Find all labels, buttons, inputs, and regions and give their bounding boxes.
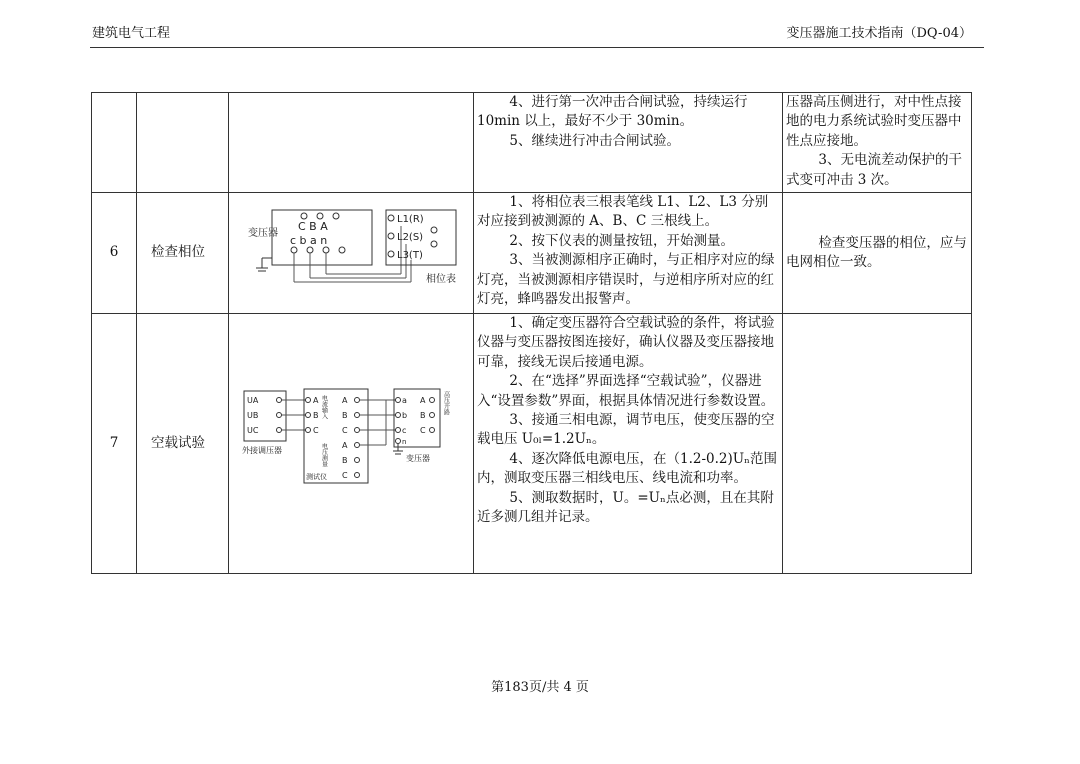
tx-low-b: b	[402, 411, 408, 421]
tester-out-c: C	[342, 426, 348, 436]
row-number-cell	[92, 93, 137, 193]
meter-l2-label: L2(S)	[397, 231, 424, 243]
tester-out-b: B	[342, 411, 348, 421]
steps-cell	[474, 193, 783, 314]
tx-low-a: a	[402, 396, 407, 406]
hv-terminal-labels: C B A	[298, 219, 328, 233]
header-rule	[90, 47, 984, 48]
tx-low-n: n	[402, 438, 407, 447]
meter-l3-label: L3(T)	[397, 249, 423, 261]
tester-out-a2: A	[342, 441, 348, 451]
step-text: 1、确定变压器符合空载试验的条件，将试验仪器与变压器按图连接好，确认仪器及变压器接地可靠，接线无误后接通电源。	[477, 315, 775, 370]
note-text: 压器高压侧进行，对中性点接地的电力系统试验时变压器中性点应接地。	[786, 94, 962, 149]
step-text: 3、当被测源相序正确时，与正相序对应的绿灯亮，当被测源相序错误时，与逆相序所对应的红灯亮，蜂鸣器发出报警声。	[477, 252, 775, 308]
procedure-table	[91, 92, 972, 574]
note-text: 检查变压器的相位，应与电网相位一致。	[786, 234, 967, 270]
table-row	[92, 314, 972, 574]
tester-out-c2: C	[342, 471, 348, 481]
step-text: 2、按下仪表的测量按钮，开始测量。	[509, 232, 734, 249]
steps-cell	[474, 314, 783, 574]
tester-in-c: C	[313, 426, 319, 436]
current-input-label: 电流输入	[320, 395, 328, 420]
uc-label: UC	[247, 426, 259, 436]
transformer-label: 变压器	[248, 227, 278, 239]
step-text: 4、逐次降低电源电压，在（1.2-0.2)Uₙ范围内，测取变压器三相线电压、线电流和功率。	[477, 450, 777, 487]
phase-check-diagram	[236, 200, 466, 300]
voltage-measure-label: 电压测量	[320, 443, 328, 468]
transformer-label: 变压器	[406, 454, 430, 464]
tester-label: 测试仪	[306, 473, 327, 482]
steps-cell	[474, 93, 783, 193]
table-row	[92, 93, 972, 193]
table-row	[92, 193, 972, 314]
step-text: 4、进行第一次冲击合闸试验，持续运行 10min 以上，最好不少于 30min。	[477, 94, 748, 130]
phase-check-diagram-cell	[229, 193, 474, 314]
regulator-label: 外接调压器	[242, 446, 282, 456]
tx-high-a: A	[420, 396, 426, 406]
hv-open-label: 高压开路	[442, 391, 450, 416]
note-text: 3、无电流差动保护的干式变可冲击 3 次。	[786, 152, 962, 188]
step-text: 5、测取数据时，U。=Uₙ点必测，且在其附近多测几组并记录。	[477, 489, 774, 526]
step-text: 5、继续进行冲击合闸试验。	[509, 132, 680, 149]
row-number: 7	[92, 314, 137, 574]
no-load-diagram-cell	[229, 314, 474, 574]
tx-high-c: C	[420, 426, 426, 436]
tester-in-a: A	[313, 396, 319, 406]
no-load-test-diagram	[236, 385, 466, 495]
tx-high-b: B	[420, 411, 426, 421]
row-name-cell	[137, 93, 229, 193]
page-footer: 第183页/共 4 页	[491, 680, 589, 695]
row-name: 空载试验	[137, 314, 229, 574]
row-name: 检查相位	[137, 193, 229, 314]
ub-label: UB	[247, 411, 259, 421]
phase-meter-label: 相位表	[426, 273, 456, 285]
tx-low-c: c	[402, 426, 407, 436]
meter-l1-label: L1(R)	[397, 213, 424, 225]
ua-label: UA	[247, 396, 259, 406]
row-number: 6	[92, 193, 137, 314]
notes-cell	[783, 93, 972, 193]
step-text: 3、接通三相电源，调节电压，使变压器的空载电压 U₀ₗ=1.2Uₙ。	[477, 412, 775, 448]
lv-terminal-labels: c b a n	[290, 233, 328, 247]
notes-cell	[783, 193, 972, 314]
notes-cell	[783, 314, 972, 574]
diagram-cell	[229, 93, 474, 193]
tester-in-b: B	[313, 411, 319, 421]
step-text: 1、将相位表三根表笔线 L1、L2、L3 分别对应接到被测源的 A、B、C 三根线上。	[477, 194, 769, 230]
tester-out-a: A	[342, 396, 348, 406]
header-left: 建筑电气工程	[92, 26, 171, 41]
tester-out-b2: B	[342, 456, 348, 466]
step-text: 2、在“选择”界面选择“空载试验”，仪器进入“设置参数”界面，根据具体情况进行参数设置。	[477, 373, 775, 409]
header-right: 变压器施工技术指南（DQ-04）	[786, 26, 972, 41]
